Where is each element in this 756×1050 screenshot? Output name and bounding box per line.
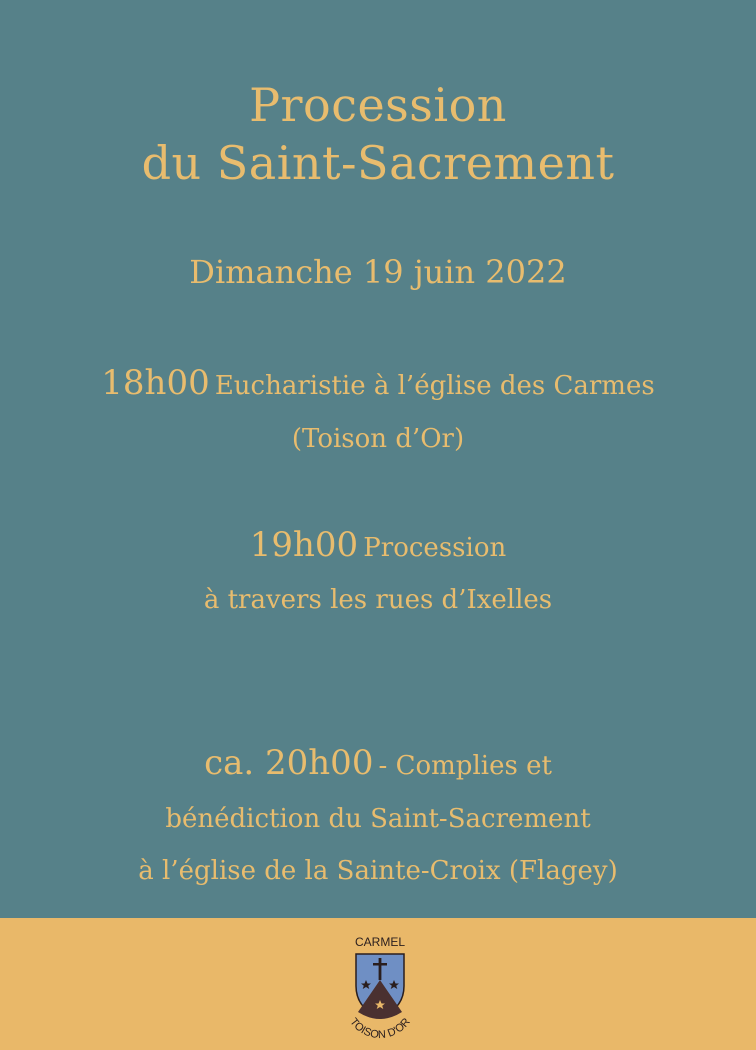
event-1-subtext: (Toison d’Or): [291, 424, 465, 454]
title-line-1: Procession: [249, 78, 507, 132]
event-3-subtext: bénédiction du Saint-Sacrement: [165, 804, 591, 834]
event-1-time: 18h00: [101, 363, 210, 403]
logo-top-text: CARMEL: [354, 935, 406, 949]
event-2-subtext: à travers les rues d’Ixelles: [203, 585, 553, 615]
event-date: Dimanche 19 juin 2022: [189, 253, 567, 291]
event-3-line: [0, 743, 756, 783]
event-2-time: 19h00: [249, 525, 359, 565]
shield-icon: [356, 954, 404, 1019]
event-2-text: Procession: [363, 533, 507, 563]
carmel-logo: [336, 930, 424, 1046]
logo-bottom-text: TOISON D'OR: [347, 1015, 413, 1042]
event-2-line: [0, 525, 756, 565]
title-line-2: du Saint-Sacrement: [141, 136, 615, 190]
event-1-text: Eucharistie à l’église des Carmes: [214, 371, 655, 401]
event-3-time: ca. 20h00: [204, 743, 374, 783]
event-3-subtext-2: à l’église de la Sainte-Croix (Flagey): [138, 856, 618, 886]
event-1-line: [0, 363, 756, 403]
event-3-text: - Complies et: [378, 751, 552, 781]
